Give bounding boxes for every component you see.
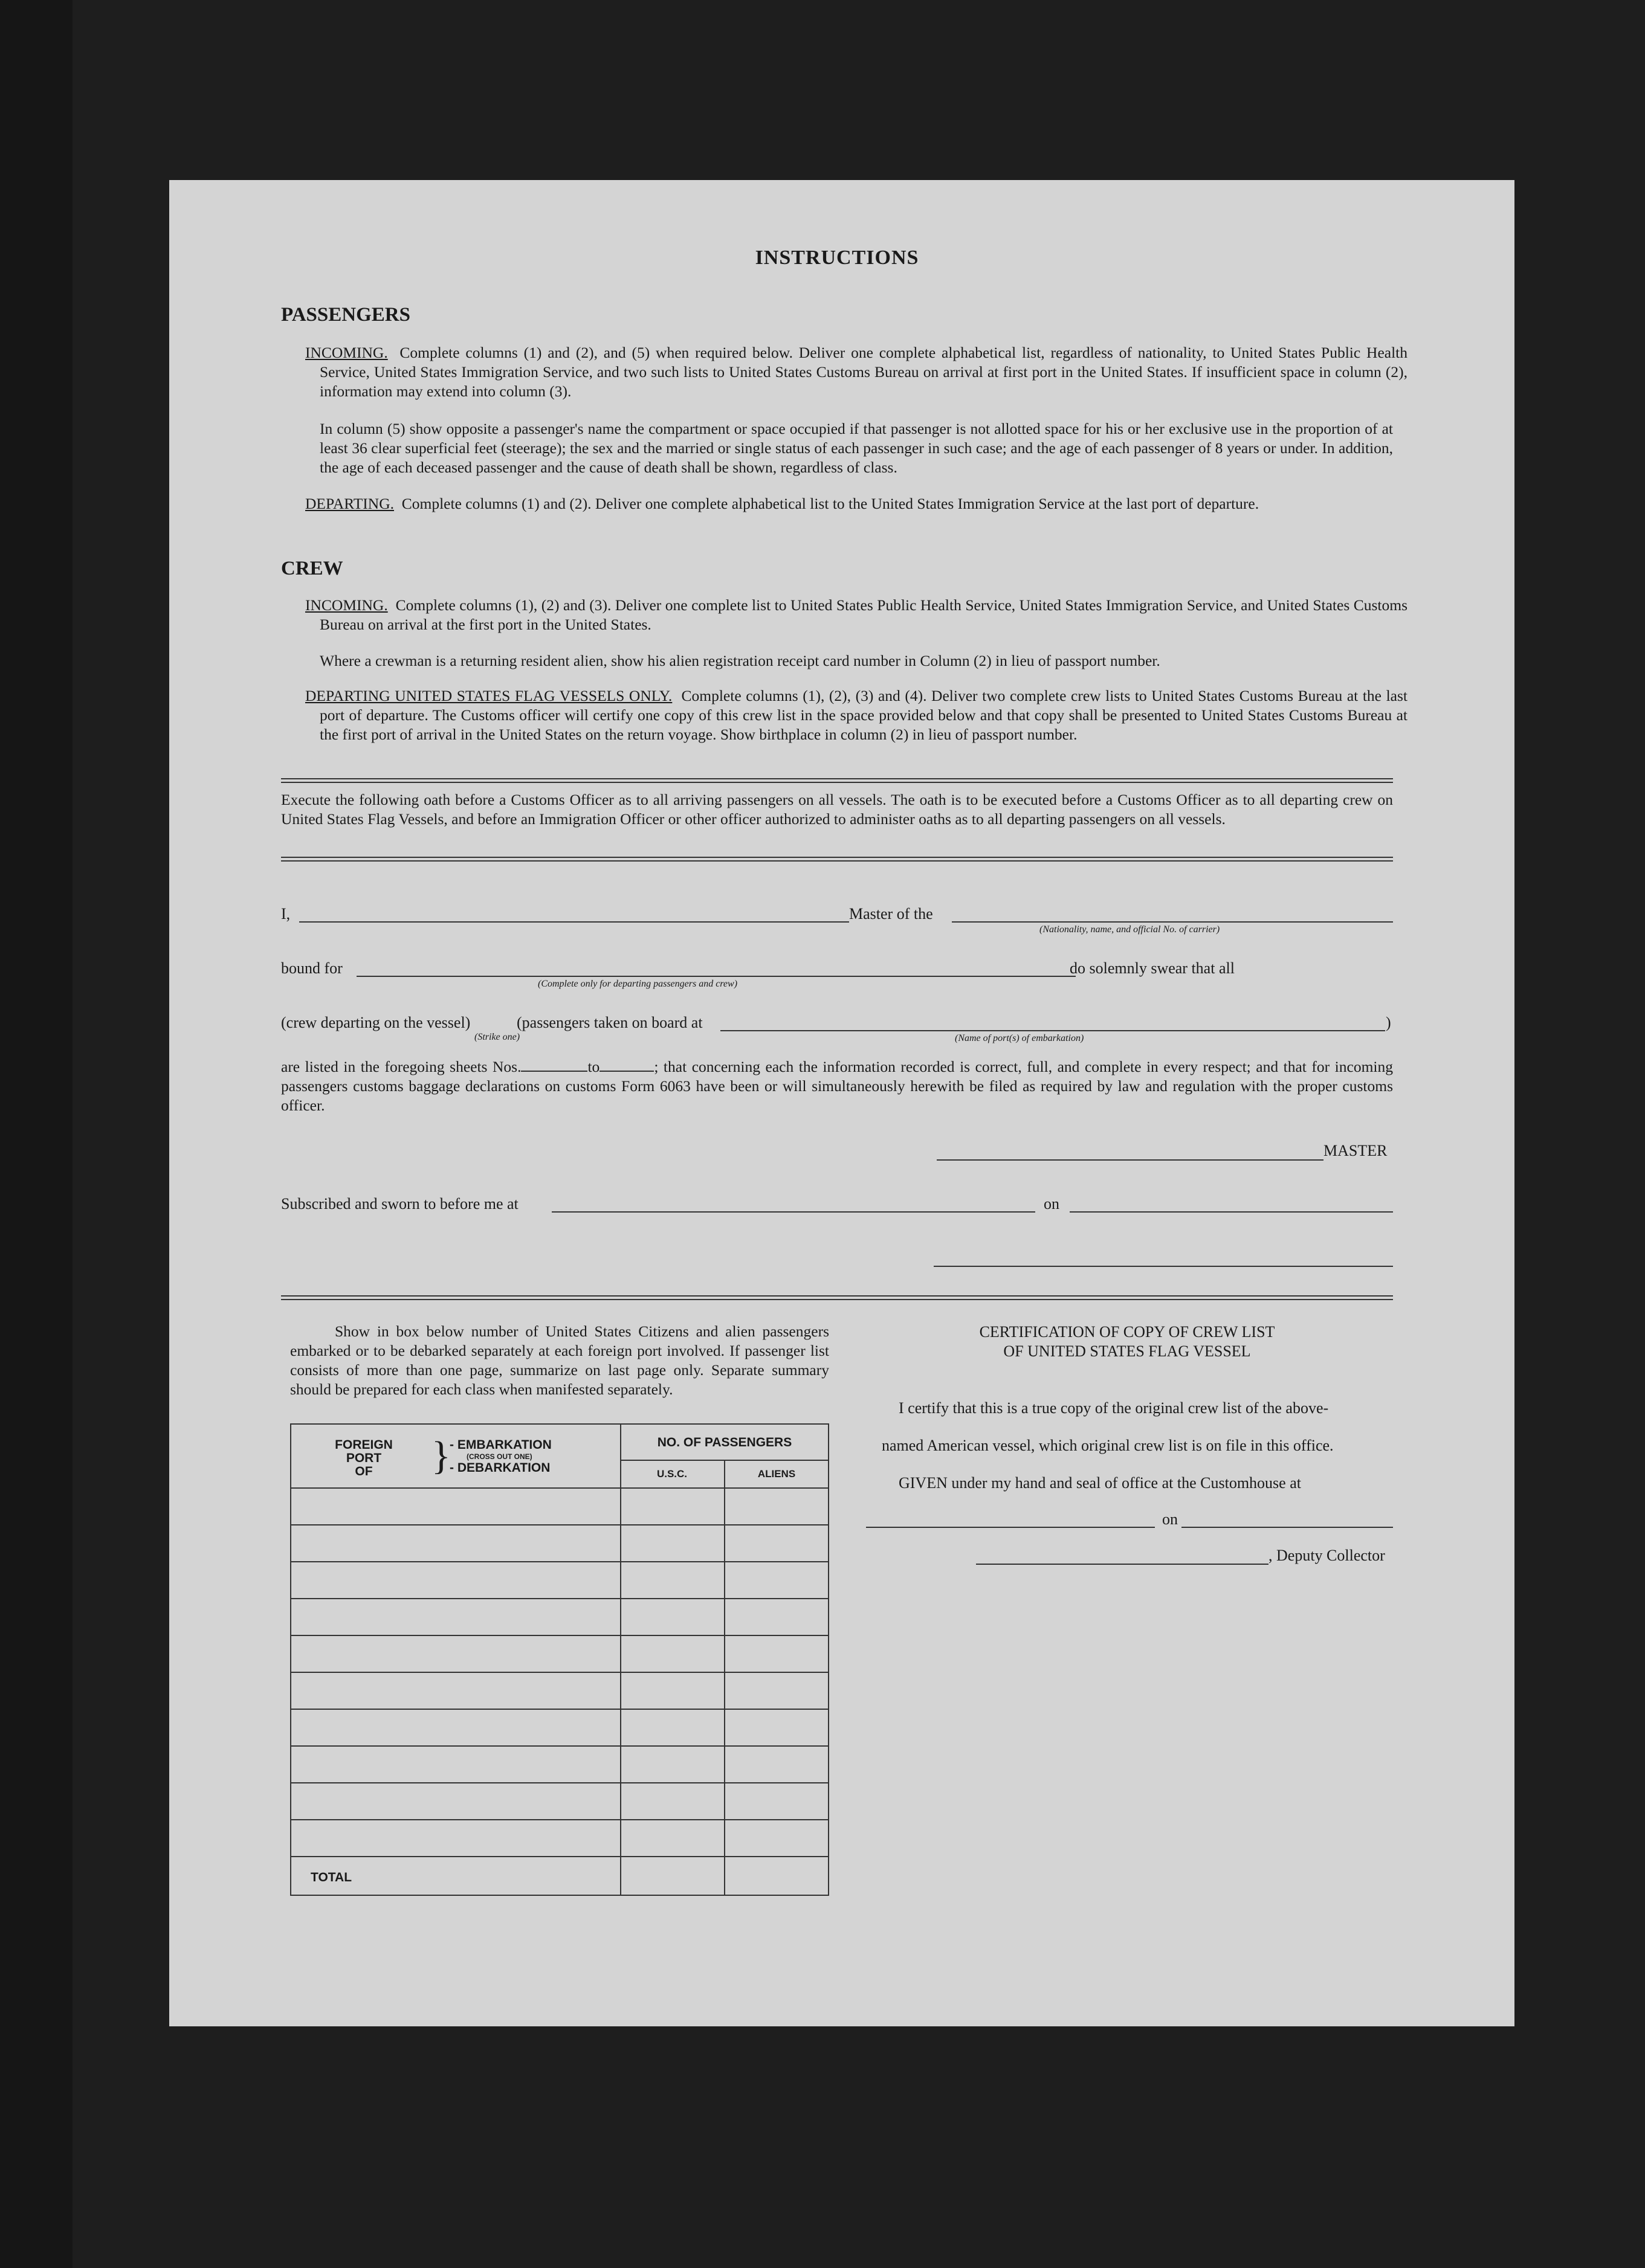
divider-double xyxy=(281,778,1393,783)
crew-departing-option[interactable]: (crew departing on the vessel) xyxy=(281,1014,471,1031)
no-of-passengers-header: NO. OF PASSENGERS xyxy=(657,1435,792,1449)
sworn-date-field[interactable] xyxy=(1070,1211,1393,1213)
summary-instructions: Show in box below number of United States Citizens and alien passengers embarked or to be debarked separately at each foreign port involved. If passenger list consists of more than one page, summarize on last page only. Separate summary should be prepared for each class when manifested separately. xyxy=(290,1322,829,1398)
passenger-summary-table xyxy=(290,1423,829,1896)
passengers-taken-option[interactable]: (passengers taken on board at xyxy=(517,1014,703,1031)
master-name-field[interactable] xyxy=(299,921,849,923)
listed-to: to xyxy=(587,1058,600,1075)
certification-heading-1: CERTIFICATION OF COPY OF CREW LIST xyxy=(979,1323,1275,1341)
passengers-heading: PASSENGERS xyxy=(281,304,410,326)
crew-incoming-paragraph xyxy=(305,596,1407,634)
passengers-departing-paragraph xyxy=(305,494,1407,514)
passengers-incoming-label: INCOMING. xyxy=(305,344,388,361)
customhouse-field[interactable] xyxy=(866,1527,1155,1528)
port-header: PORT xyxy=(346,1451,382,1465)
passengers-column5-paragraph: In column (5) show opposite a passenger's name the compartment or space occupied if that passenger is not allotted space for his or her exclusive use in the proportion of at least 36 clear superficial feet (steerage); the sex and the married or single status of each passenger in such case; and the age of each passenger of 8 years or under. In addition, the age of each deceased passenger and the cause of death shall be shown, regardless of class. xyxy=(320,420,1393,476)
close-paren: ) xyxy=(1386,1014,1391,1031)
foreign-header: FOREIGN xyxy=(335,1438,393,1452)
certify-text-1: I certify that this is a true copy of the original crew list of the above- xyxy=(899,1399,1329,1417)
aliens-header: ALIENS xyxy=(757,1468,796,1480)
given-text: GIVEN under my hand and seal of office at the Customhouse at xyxy=(899,1474,1301,1492)
certification-date-field[interactable] xyxy=(1181,1527,1393,1528)
embarkation-header[interactable]: - EMBARKATION xyxy=(450,1438,552,1452)
divider-double xyxy=(281,857,1393,862)
listed-paragraph xyxy=(281,1057,1393,1115)
listed-text-a: are listed in the foregoing sheets Nos. xyxy=(281,1058,522,1075)
of-header: OF xyxy=(355,1464,373,1478)
master-of-the-label: Master of the xyxy=(849,905,933,923)
brace-icon: } xyxy=(431,1434,451,1478)
passengers-departing-text: Complete columns (1) and (2). Deliver one complete alphabetical list to the United States Immigration Service at the last port of departure. xyxy=(401,495,1259,512)
certification-on-label: on xyxy=(1162,1510,1178,1528)
page-title: INSTRUCTIONS xyxy=(755,246,919,269)
crew-resident-paragraph: Where a crewman is a returning resident alien, show his alien registration receipt card number in Column (2) in lieu of passport number. xyxy=(320,652,1160,669)
form-page xyxy=(169,180,1514,2026)
passengers-incoming-paragraph xyxy=(305,343,1407,401)
oath-instructions: Execute the following oath before a Customs Officer as to all arriving passengers on all vessels. The oath is to be executed before a Customs Officer as to all departing crew on United States Flag Vessels, and before an Immigration Officer or other officer authorized to administer oaths as to all departing passengers on all vessels. xyxy=(281,791,1393,828)
sworn-on-label: on xyxy=(1044,1195,1059,1213)
crew-incoming-label: INCOMING. xyxy=(305,596,388,614)
crew-departing-text: Complete columns (1), (2), (3) and (4). Deliver two complete crew lists to United States Customs Bureau at the last port of departure. The Customs officer will certify one copy of this crew list in the space provided below and that copy shall be presented to United States Customs Bureau at the first port of arrival in the United States on the return voyage. Show birthplace in column (2) in lieu of passport number. xyxy=(320,687,1407,743)
sheet-to-field[interactable] xyxy=(600,1071,654,1072)
ports-field[interactable] xyxy=(720,1030,1385,1031)
crew-departing-paragraph xyxy=(305,686,1407,744)
crew-departing-label: DEPARTING UNITED STATES FLAG VESSELS ONLY. xyxy=(305,687,673,704)
nationality-caption: (Nationality, name, and official No. of carrier) xyxy=(1039,924,1220,935)
scan-border xyxy=(0,0,73,2268)
usc-header: U.S.C. xyxy=(656,1468,688,1480)
passengers-incoming-text: Complete columns (1) and (2), and (5) when required below. Deliver one complete alphabetical list, regardless of nationality, to United States Public Health Service, United States Immigration Service, and two such lists to United States Customs Bureau on arrival at first port in the United States. If insufficient space in column (2), information may extend into column (3). xyxy=(320,344,1407,400)
bound-for-field[interactable] xyxy=(357,976,1076,977)
deputy-collector-label: , Deputy Collector xyxy=(1268,1547,1385,1564)
cross-out-note: (CROSS OUT ONE) xyxy=(467,1452,532,1461)
listed-text-b: ; that concerning each the information recorded is correct, full, and complete in every respect; and that for incoming passengers customs baggage declarations on customs Form 6063 have been or will simultaneously herewith be filed as required by law and regulation with the proper customs officer. xyxy=(281,1058,1393,1114)
oath-i-label: I, xyxy=(281,905,291,923)
total-row-label: TOTAL xyxy=(311,1870,352,1884)
master-signature-field[interactable] xyxy=(937,1159,1323,1161)
passengers-departing-label: DEPARTING. xyxy=(305,495,394,512)
solemnly-swear-label: do solemnly swear that all xyxy=(1070,959,1235,977)
crew-incoming-text: Complete columns (1), (2) and (3). Deliver one complete list to United States Public Health Service, United States Immigration Service, and United States Customs Bureau on arrival at the first port in the United States. xyxy=(320,596,1408,633)
carrier-field[interactable] xyxy=(952,921,1393,923)
crew-heading: CREW xyxy=(281,558,343,579)
certification-heading-2: OF UNITED STATES FLAG VESSEL xyxy=(1003,1342,1251,1360)
master-label: MASTER xyxy=(1323,1142,1388,1159)
subscribed-label: Subscribed and sworn to before me at xyxy=(281,1195,519,1213)
sheet-from-field[interactable] xyxy=(521,1071,587,1072)
ports-caption: (Name of port(s) of embarkation) xyxy=(955,1033,1084,1043)
divider-double xyxy=(281,1295,1393,1300)
bound-for-caption: (Complete only for departing passengers and crew) xyxy=(538,979,738,989)
bound-for-label: bound for xyxy=(281,959,343,977)
deputy-signature-field[interactable] xyxy=(976,1564,1268,1565)
strike-one-caption: (Strike one) xyxy=(474,1032,520,1042)
certify-text-2: named American vessel, which original crew list is on file in this office. xyxy=(882,1437,1334,1454)
debarkation-header[interactable]: - DEBARKATION xyxy=(450,1461,551,1475)
sworn-place-field[interactable] xyxy=(552,1211,1035,1213)
officer-signature-field[interactable] xyxy=(934,1266,1393,1267)
